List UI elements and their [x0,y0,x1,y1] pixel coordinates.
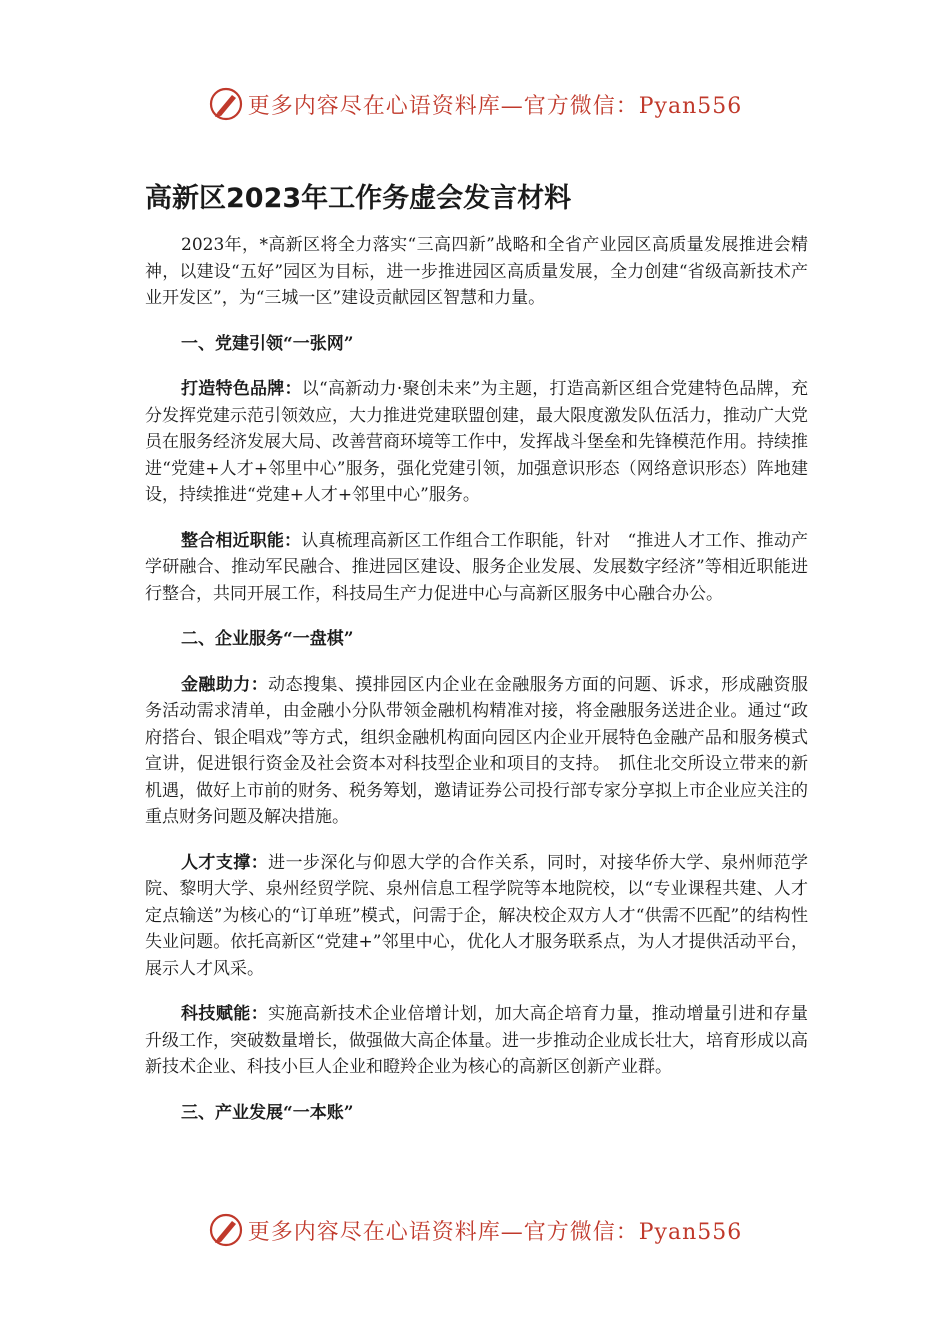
paragraph-lead: 科技赋能： [181,1004,269,1024]
pen-logo-icon [208,1212,244,1248]
document-title: 高新区2023年工作务虚会发言材料 [145,183,572,214]
section1-paragraph-1 [145,376,808,509]
paragraph-body: 以“高新动力·聚创未来”为主题，打造高新区组合党建特色品牌，充分发挥党建示范引领效应，大力推进党建联盟创建，最大限度激发队伍活力，推动广大党员在服务经济发展大局、改善营商环境等工作中，发挥战斗堡垒和先锋模范作用。持续推进“党建+人才+邻里中心”服务，强化党建引领，加强意识形态（网络意识形态）阵地建设，持续推进“党建+人才+邻里中心”服务。 [145,379,808,505]
section2-paragraph-1 [145,672,808,831]
header-watermark-banner [0,84,950,124]
section2-paragraph-2 [145,850,808,983]
paragraph-body: 动态搜集、摸排园区内企业在金融服务方面的问题、诉求，形成融资服务活动需求清单，由金融小分队带领金融机构精准对接，将金融服务送进企业。通过“政府搭台、银企唱戏”等方式，组织金融机构面向园区内企业开展特色金融产品和服务模式宣讲，促进银行资金及社会资本对科技型企业和项目的支持。 抓住北交所设立带来的新机遇，做好上市前的财务、税务筹划，邀请证券公司投行部专家分享拟上市企业应关注的重点财务问题及解决措施。 [145,674,809,827]
banner-text: 更多内容尽在心语资料库—官方微信：Pyan556 [247,93,743,119]
paragraph-body: 认真梳理高新区工作组合工作职能，针对 “推进人才工作、推动产学研融合、推动军民融合、推进园区建设、服务企业发展、发展数字经济”等相近职能进行整合，共同开展工作，科技局生产力促进中心与高新区服务中心融合办公。 [145,530,808,604]
document-body [145,232,808,1145]
paragraph-lead: 金融助力： [181,674,269,695]
paragraph-lead: 人才支撑： [181,852,269,873]
section1-paragraph-2 [145,528,808,608]
paragraph-lead: 整合相近职能： [181,530,302,551]
pen-logo-icon [208,86,244,122]
intro-paragraph: 2023年，*高新区将全力落实“三高四新”战略和全省产业园区高质量发展推进会精神，以建设“五好”园区为目标，进一步推进园区高质量发展，全力创建“省级高新技术产业开发区”，为“三城一区”建设贡献园区智慧和力量。 [145,235,808,308]
banner-text: 更多内容尽在心语资料库—官方微信：Pyan556 [247,1219,743,1245]
footer-watermark-banner [0,1210,950,1250]
paragraph-body: 实施高新技术企业倍增计划，加大高企培育力量，推动增量引进和存量升级工作，突破数量增长，做强做大高企体量。进一步推动企业成长壮大，培育形成以高新技术企业、科技小巨人企业和瞪羚企业为核心的高新区创新产业群。 [145,1004,809,1077]
paragraph-body: 进一步深化与仰恩大学的合作关系，同时，对接华侨大学、泉州师范学院、黎明大学、泉州经贸学院、泉州信息工程学院等本地院校，以“专业课程共建、人才定点输送”为核心的“订单班”模式，问需于企，解决校企双方人才“供需不匹配”的结构性失业问题。依托高新区“党建+”邻里中心，优化人才服务联系点，为人才提供活动平台，展示人才风采。 [145,852,809,979]
section-heading-1: 一、党建引领“一张网” [181,333,354,354]
section-heading-2: 二、企业服务“一盘棋” [181,629,354,649]
paragraph-lead: 打造特色品牌： [181,379,302,399]
section2-paragraph-3 [145,1001,808,1081]
section-heading-3: 三、产业发展“一本账” [181,1102,354,1123]
